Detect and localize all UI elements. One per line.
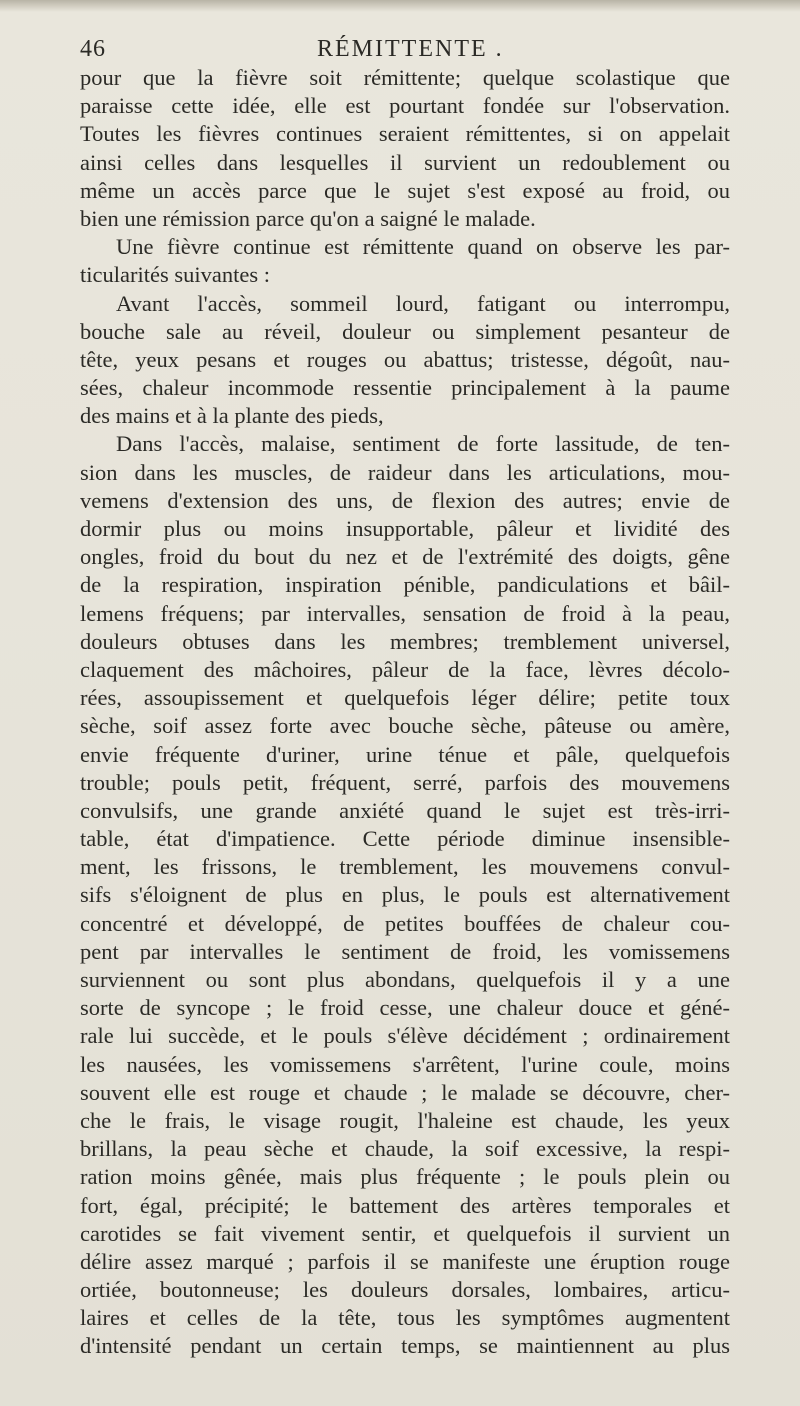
text-line: bien une rémission parce qu'on a saigné le malade. xyxy=(80,205,536,231)
text-line: table, état d'impatience. Cette période diminue insensible- xyxy=(80,826,730,852)
text-line: dormir plus ou moins insupportable, pâleur et lividité des xyxy=(80,516,730,541)
page-top-edge xyxy=(0,0,800,12)
text-line: sèche, soif assez forte avec bouche sèche, pâteuse ou amère, xyxy=(80,713,730,739)
text-line: sorte de syncope ; le froid cesse, une chaleur douce et géné- xyxy=(80,995,730,1021)
text-line: même un accès parce que le sujet s'est exposé au froid, ou xyxy=(80,177,730,203)
running-title: RÉMITTENTE . xyxy=(317,36,504,62)
text-line: pour que la fièvre soit rémittente; quelque scolastique que xyxy=(80,65,730,90)
text-line: des mains et à la plante des pieds, xyxy=(80,403,384,429)
text-line: ticularités suivantes : xyxy=(80,262,270,288)
text-line: envie fréquente d'uriner, urine ténue et pâle, quelquefois xyxy=(80,741,730,767)
text-line: ongles, froid du bout du nez et de l'extrémité des doigts, gêne xyxy=(80,544,730,570)
text-line: carotides se fait vivement sentir, et quelquefois il survient un xyxy=(80,1220,730,1246)
page-number: 46 xyxy=(80,36,106,62)
text-line: che le frais, le visage rougit, l'haleine est chaude, les yeux xyxy=(80,1107,730,1133)
text-line: douleurs obtuses dans les membres; tremblement universel, xyxy=(80,628,730,654)
text-line: vemens d'extension des uns, de flexion des autres; envie de xyxy=(80,487,730,513)
text-line: Avant l'accès, sommeil lourd, fatigant ou interrompu, xyxy=(116,290,730,316)
text-line: ration moins gênée, mais plus fréquente ; le pouls plein ou xyxy=(80,1164,730,1190)
text-line: pent par intervalles le sentiment de froid, les vomissemens xyxy=(80,938,730,964)
text-line: les nausées, les vomissemens s'arrêtent, l'urine coule, moins xyxy=(80,1051,730,1077)
text-line: tête, yeux pesans et rouges ou abattus; tristesse, dégoût, nau- xyxy=(80,346,730,372)
text-line: laires et celles de la tête, tous les symptômes augmentent xyxy=(80,1305,730,1331)
text-line: surviennent ou sont plus abondans, quelquefois il y a une xyxy=(80,967,730,992)
text-line: claquement des mâchoires, pâleur de la face, lèvres décolo- xyxy=(80,656,730,682)
paragraph xyxy=(80,64,730,233)
page-header xyxy=(80,36,730,64)
text-line: convulsifs, une grande anxiété quand le sujet est très-irri- xyxy=(80,797,730,823)
text-line: concentré et développé, de petites bouffées de chaleur cou- xyxy=(80,910,730,936)
text-line: rées, assoupissement et quelquefois léger délire; petite toux xyxy=(80,685,730,711)
text-line: de la respiration, inspiration pénible, pandiculations et bâil- xyxy=(80,572,730,598)
text-line: sifs s'éloignent de plus en plus, le pouls est alternativement xyxy=(80,882,730,908)
text-line: sion dans les muscles, de raideur dans les articulations, mou- xyxy=(80,459,730,485)
paragraph xyxy=(80,290,730,431)
text-line: ment, les frissons, le tremblement, les mouvemens convul- xyxy=(80,854,730,880)
paragraph xyxy=(80,233,730,289)
body-text xyxy=(80,64,730,1361)
text-line: fort, égal, précipité; le battement des artères temporales et xyxy=(80,1192,730,1218)
text-line: lemens fréquens; par intervalles, sensation de froid à la peau, xyxy=(80,600,730,626)
text-line: Toutes les fièvres continues seraient rémittentes, si on appelait xyxy=(80,121,730,147)
text-line: délire assez marqué ; parfois il se manifeste une éruption rouge xyxy=(80,1248,730,1274)
text-line: Dans l'accès, malaise, sentiment de forte lassitude, de ten- xyxy=(116,431,730,457)
text-line: ortiée, boutonneuse; les douleurs dorsales, lombaires, articu- xyxy=(80,1277,730,1303)
text-line: sées, chaleur incommode ressentie principalement à la paume xyxy=(80,375,730,401)
text-line: ainsi celles dans lesquelles il survient un redoublement ou xyxy=(80,149,730,175)
text-line: rale lui succède, et le pouls s'élève décidément ; ordinairement xyxy=(80,1023,730,1049)
text-line: brillans, la peau sèche et chaude, la soif excessive, la respi- xyxy=(80,1136,730,1162)
text-line: souvent elle est rouge et chaude ; le malade se découvre, cher- xyxy=(80,1079,730,1105)
text-line: bouche sale au réveil, douleur ou simplement pesanteur de xyxy=(80,318,730,344)
paragraph xyxy=(80,430,730,1360)
text-line: trouble; pouls petit, fréquent, serré, parfois des mouvemens xyxy=(80,769,730,795)
text-line: d'intensité pendant un certain temps, se maintiennent au plus xyxy=(80,1333,730,1359)
text-line: Une fièvre continue est rémittente quand on observe les par- xyxy=(116,234,730,260)
text-line: paraisse cette idée, elle est pourtant fondée sur l'observation. xyxy=(80,93,730,119)
